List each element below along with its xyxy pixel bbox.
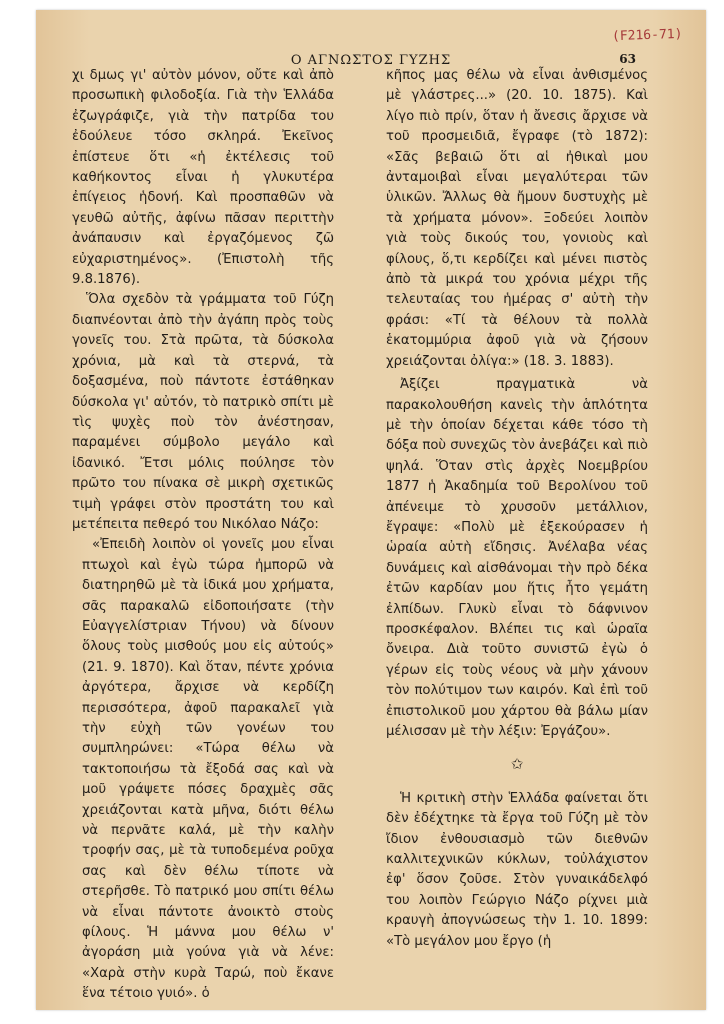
left-column	[72, 66, 334, 1005]
running-header-title: Ο ΑΓΝΩΣΤΟΣ ΓΥΖΗΣ	[290, 53, 452, 68]
handwritten-note: (F216-71)	[611, 26, 683, 45]
page-number: 63	[619, 52, 636, 66]
paragraph: Ἀξίζει πραγματικὰ νὰ παρακολουθήση κανεὶς τὴν ἁπλότητα μὲ τὴν ὁποίαν δέχεται κάθε τόσο τὴ δόξα ποὺ συνεχῶς τὸν ἀνεβάζει καὶ πιὸ ψηλά. Ὅταν στὶς ἀρχὲς Νοεμβρίου 1877 ἡ Ἀκαδημία τοῦ Βερολίνου τοῦ ἀπένειμε τὸ χρυσοῦν μετάλλιον, ἔγραψε: «Πολὺ μὲ ἐξεκούρασεν ἡ ὡραία αὐτὴ εἴδησις. Ἀνέλαβα νέας δυνάμεις καὶ αἰσθάνομαι τὴν πρὸ δέκα ἐτῶν καρδίαν μου ἥτις ἦτο γεμάτη ἐλπίδων. Γλυκὺ εἶναι τὸ δάφνινον προσκέφαλον. Βλέπει τις καὶ ὡραῖα ὄνειρα. Διὰ τοῦτο συνιστῶ ἐγὼ ὁ γέρων εἰς τοὺς νέους νὰ μὴν χάνουν τὸν πολύτιμον των καιρόν. Καὶ ἐπὶ τοῦ ἐπιστολικοῦ μου χάρτου θὰ βάλω μίαν μέλισσαν μὲ τὴν λέξιν: Ἐργάζου».	[386, 377, 648, 739]
paragraph: κῆπος μας θέλω νὰ εἶναι ἀνθισμένος μὲ γλάστρες...» (20. 10. 1875). Καὶ λίγο πιὸ πρίν, ὅταν ἡ ἄνεσις ἄρχισε νὰ τοῦ προσμειδιᾶ, ἔγραφε (τὸ 1872): «Σᾶς βεβαιῶ ὅτι αἱ ἠθικαὶ μου ἀνταμοιβαὶ εἶναι μεγαλύτεραι τῶν ὑλικῶν. Ἄλλως θὰ ἤμουν δυστυχὴς μὲ τὰ χρήματα μόνον». Ξοδεύει λοιπὸν γιὰ τοὺς δικούς του, γονιοὺς καὶ φίλους, ὅ,τι κερδίζει καὶ μένει πιστὸς ἀπὸ τὰ μικρά του χρόνια μέχρι τῆς τελευταίας του ἡμέρας σ' αὐτὴ τὴν φράσι: «Τί τὰ θέλουν τὰ πολλὰ ἑκατομμύρια ἀφοῦ γιὰ νὰ ζήσουν χρειάζονται ὀλίγα:» (18. 3. 1883).	[386, 68, 648, 369]
paragraph: Ὅλα σχεδὸν τὰ γράμματα τοῦ Γύζη διαπνέονται ἀπὸ τὴν ἀγάπη πρὸς τοὺς γονεῖς του. Στὰ πρῶτα, τὰ δύσκολα χρόνια, μὰ καὶ τὰ στερνά, τὰ δοξασμένα, ποὺ πάντοτε ἐστάθηκαν δύσκολα γι' αὐτόν, τὸ πατρικὸ σπίτι μὲ τὶς ψυχὲς ποὺ τὸν ἀνέστησαν, παραμένει σύμβολο μεγάλο καὶ ἰδανικό. Ἔτσι μόλις πούλησε τὸν πρῶτο του πίνακα σὲ μικρὴ σχετικῶς τιμὴ γράφει στὸν προστάτη του καὶ μετέπειτα πεθερό του Νικόλαο Νάζο:	[72, 292, 334, 532]
paragraph: χι δμως γι' αὐτὸν μόνον, οὔτε καὶ ἀπὸ προσωπικὴ φιλοδοξία. Γιὰ τὴν Ἑλλάδα ἐζωγράφιζε, γιὰ τὴν πατρίδα του ἐδούλευε τόσο σκληρά. Ἐκεῖνος ἐπίστευε ὅτι «ἡ ἐκτέλεσις τοῦ καθήκοντος εἶναι ἡ γλυκυτέρα ἐπίγειος ἡδονή. Καὶ προσπαθῶν νὰ γευθῶ αὐτῆς, ἀφίνω πᾶσαν περιττὴν ἀνάπαυσιν καὶ ἐργαζόμενος ζῶ εὐχαριστημένος». (Ἐπιστολὴ τῆς 9.8.1876).	[72, 68, 334, 288]
section-separator-star-icon: ✩	[510, 755, 524, 774]
paragraph: Ἡ κριτικὴ στὴν Ἑλλάδα φαίνεται ὅτι δὲν ἐδέχτηκε τὰ ἔργα τοῦ Γύζη μὲ τὸν ἴδιον ἐνθουσιασμὸ τῶν διεθνῶν καλλιτεχνικῶν κύκλων, τοὐλάχιστον ἐφ' ὅσον ζοῦσε. Στὸν γυναικάδελφό του λοιπὸν Γεώργιο Νάζο ρίχνει μιὰ κραυγὴ ἀπογνώσεως τὴν 1. 10. 1899: «Τὸ μεγάλον μου ἔργο (ἡ	[386, 790, 648, 949]
quoted-letter-paragraph: «Ἐπειδὴ λοιπὸν οἱ γονεῖς μου εἶναι πτωχοὶ καὶ ἐγὼ τώρα ἠμπορῶ νὰ διατηρηθῶ μὲ τὰ ἰδικά μου χρήματα, σᾶς παρακαλῶ εἰδοποιήσατε (τὴν Εὐαγγελίστριαν Τήνου) νὰ δίνουν ὅλους τοὺς μισθούς μου εἰς αὐτούς» (21. 9. 1870). Καὶ ὅταν, πέντε χρόνια ἀργότερα, ἄρχισε νὰ κερδίζη περισσότερα, ἀφοῦ παρακαλεῖ γιὰ τὴν εὐχὴ τῶν γονέων του συμπληρώνει: «Τώρα θέλω νὰ τακτοποιήσω τὰ ἔξοδά σας καὶ νὰ μοῦ γράψετε πόσες δραχμὲς σᾶς χρειάζονται κατὰ μῆνα, διότι θέλω νὰ περνᾶτε καλά, μὲ τὴν καλὴν τροφήν σας, μὲ τὰ τυποδεμένα ροῦχα σας καὶ δὲν θέλω τίποτε νὰ στερῆσθε. Τὸ πατρικό μου σπίτι θέλω νὰ εἶναι πάντοτε ἀνοικτὸ στοὺς φίλους. Ἡ μάννα μου θέλω ν' ἀγοράση μιὰ γούνα γιὰ νὰ λένε: «Χαρὰ στὴν κυρὰ Ταρώ, ποὺ ἔκανε ἕνα τέτοιο γυιό». ὁ	[82, 537, 334, 1002]
right-column	[386, 66, 648, 952]
